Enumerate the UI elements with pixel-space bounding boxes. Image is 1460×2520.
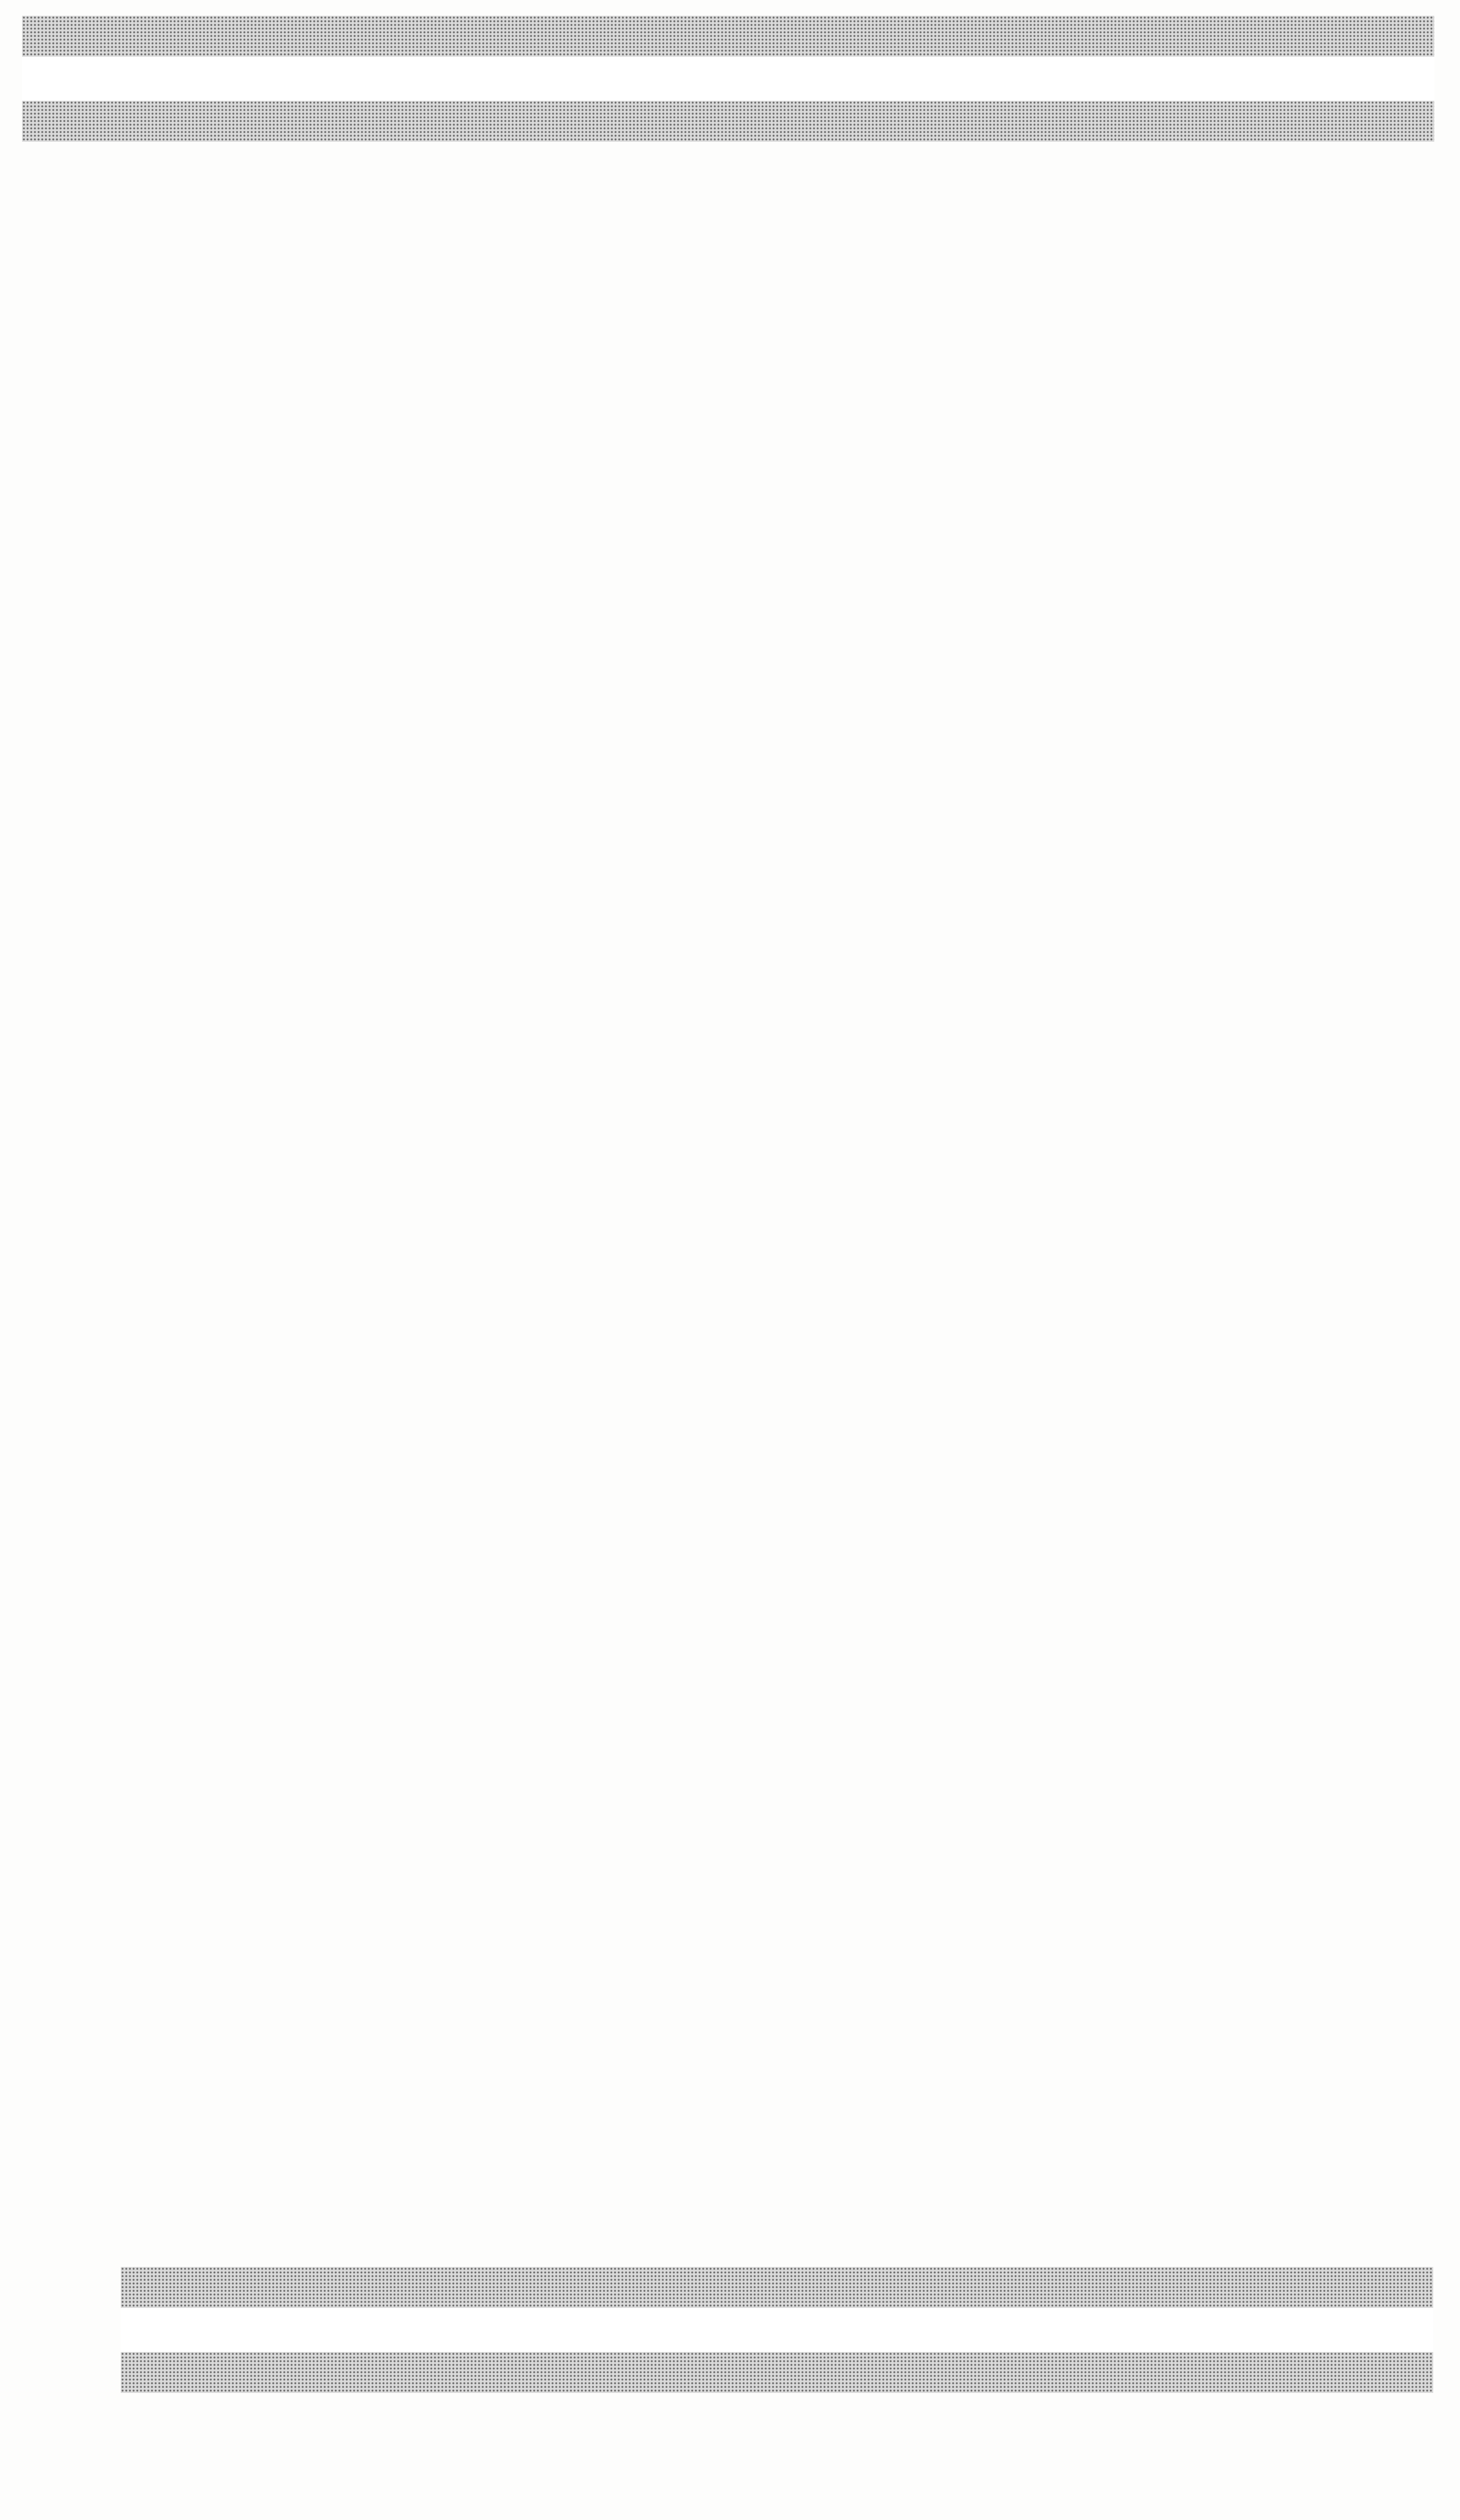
stipple-strip bbox=[121, 2352, 1433, 2393]
stipple-strip bbox=[121, 2267, 1433, 2308]
swirl-ornament-row bbox=[121, 2308, 1433, 2352]
top-decorative-border bbox=[22, 16, 1434, 142]
double-boiler-paragraph bbox=[27, 1352, 1424, 1409]
stipple-strip bbox=[22, 16, 1434, 57]
swirl-ornament-row bbox=[22, 57, 1434, 101]
bottom-decorative-border bbox=[121, 2267, 1433, 2393]
text-line bbox=[27, 1638, 1424, 1695]
microwave-paragraph bbox=[27, 1867, 1424, 1924]
stipple-strip bbox=[22, 101, 1434, 142]
direct-heat-paragraph bbox=[27, 1638, 1424, 1695]
text-line bbox=[27, 1867, 1424, 1924]
text-line bbox=[27, 1352, 1424, 1409]
